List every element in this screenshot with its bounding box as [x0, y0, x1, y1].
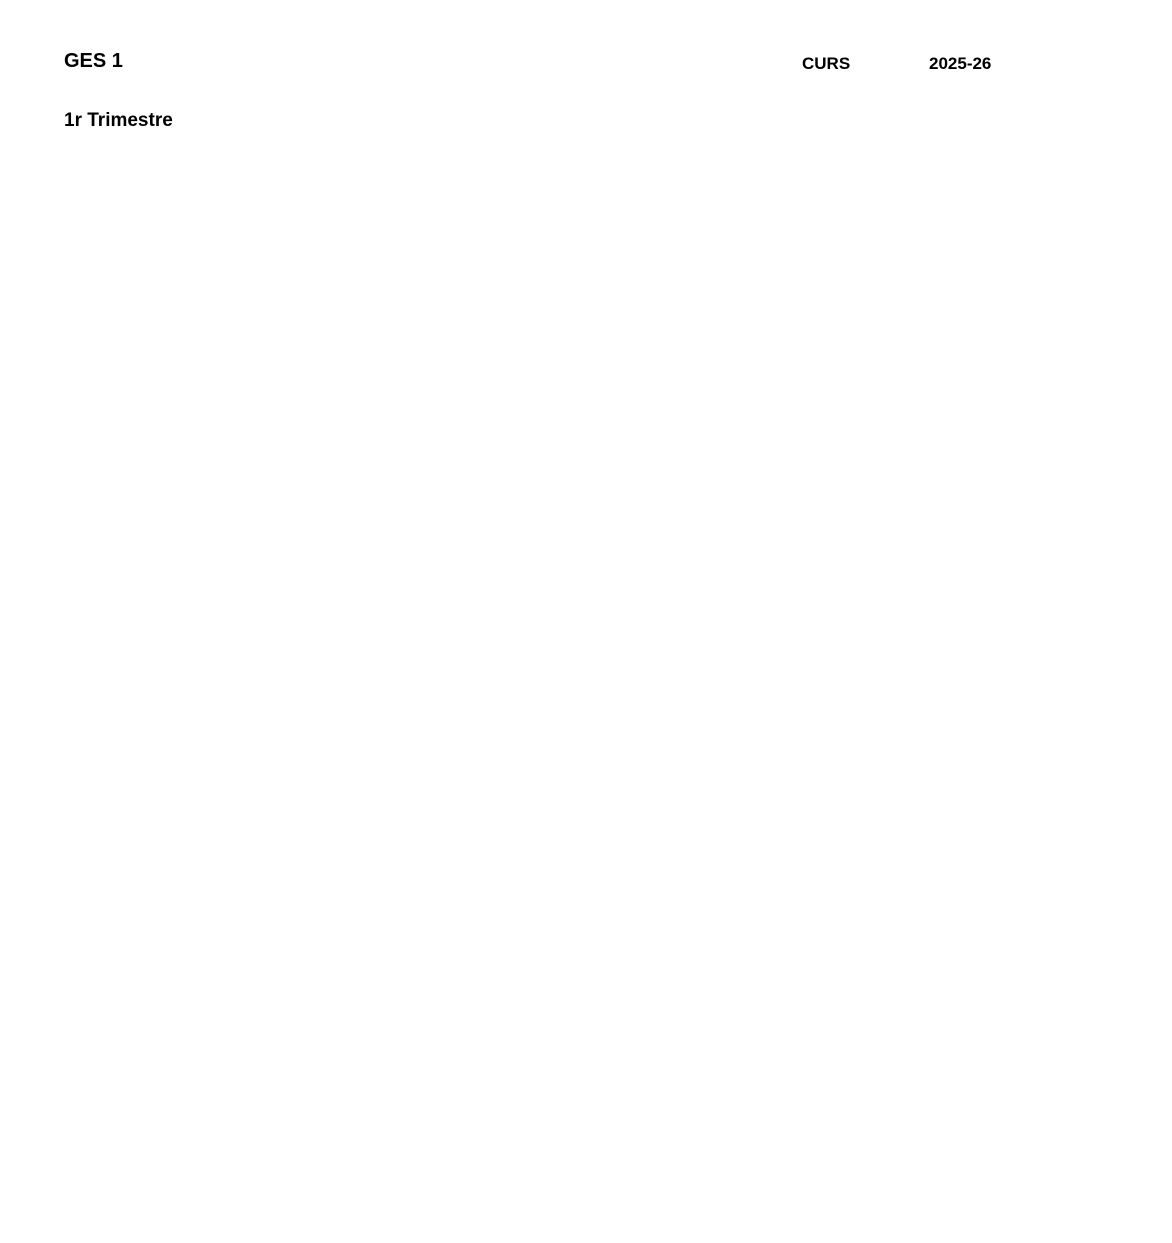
curs-value: 2025-26: [929, 54, 992, 73]
group-title: GES 1: [64, 50, 123, 72]
curs-label: CURS: [802, 54, 851, 73]
trimester-title: 1r Trimestre: [64, 110, 173, 131]
